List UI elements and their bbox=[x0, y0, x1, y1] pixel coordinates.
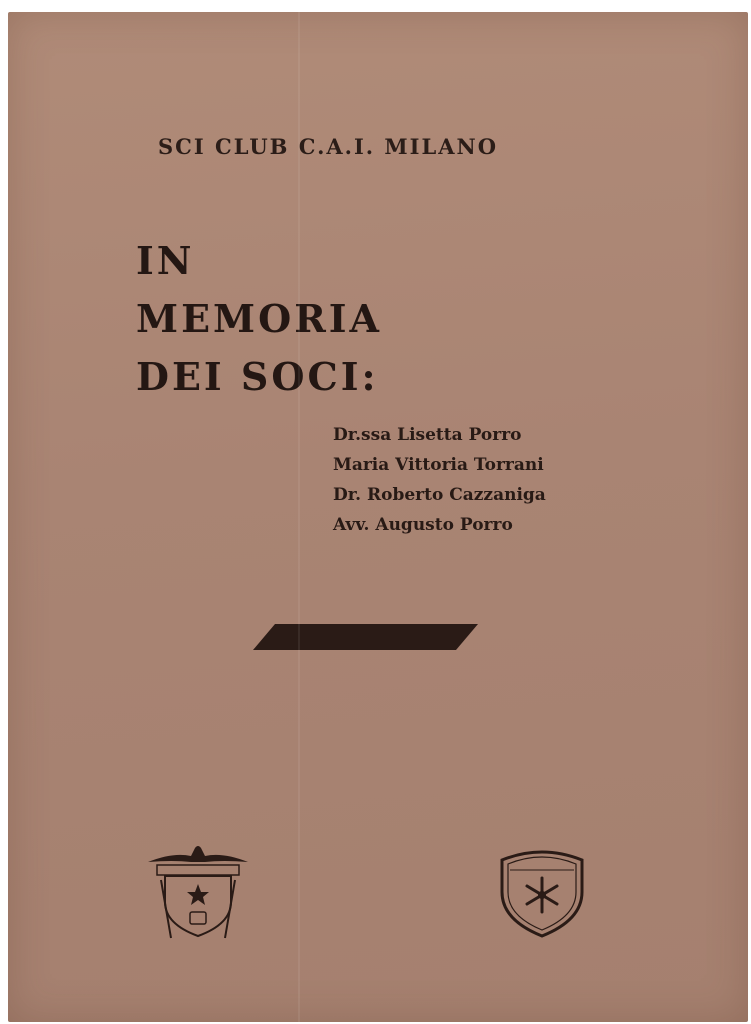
member-name: Avv. Augusto Porro bbox=[333, 515, 513, 535]
heading-line-3: DEI SOCI: bbox=[136, 354, 379, 399]
member-name: Dr. Roberto Cazzaniga bbox=[333, 485, 546, 505]
booklet-cover bbox=[8, 12, 748, 1022]
club-title: SCI CLUB C.A.I. MILANO bbox=[158, 134, 499, 159]
member-name: Dr.ssa Lisetta Porro bbox=[333, 425, 522, 445]
cover-heading bbox=[136, 232, 382, 406]
decorative-bar bbox=[253, 624, 478, 650]
cai-emblem-icon bbox=[143, 840, 253, 942]
heading-line-2: MEMORIA bbox=[136, 296, 383, 341]
heading-line-1: IN bbox=[136, 238, 195, 283]
member-names-list bbox=[333, 420, 546, 540]
member-name: Maria Vittoria Torrani bbox=[333, 455, 544, 475]
sci-club-emblem-icon bbox=[496, 844, 588, 940]
